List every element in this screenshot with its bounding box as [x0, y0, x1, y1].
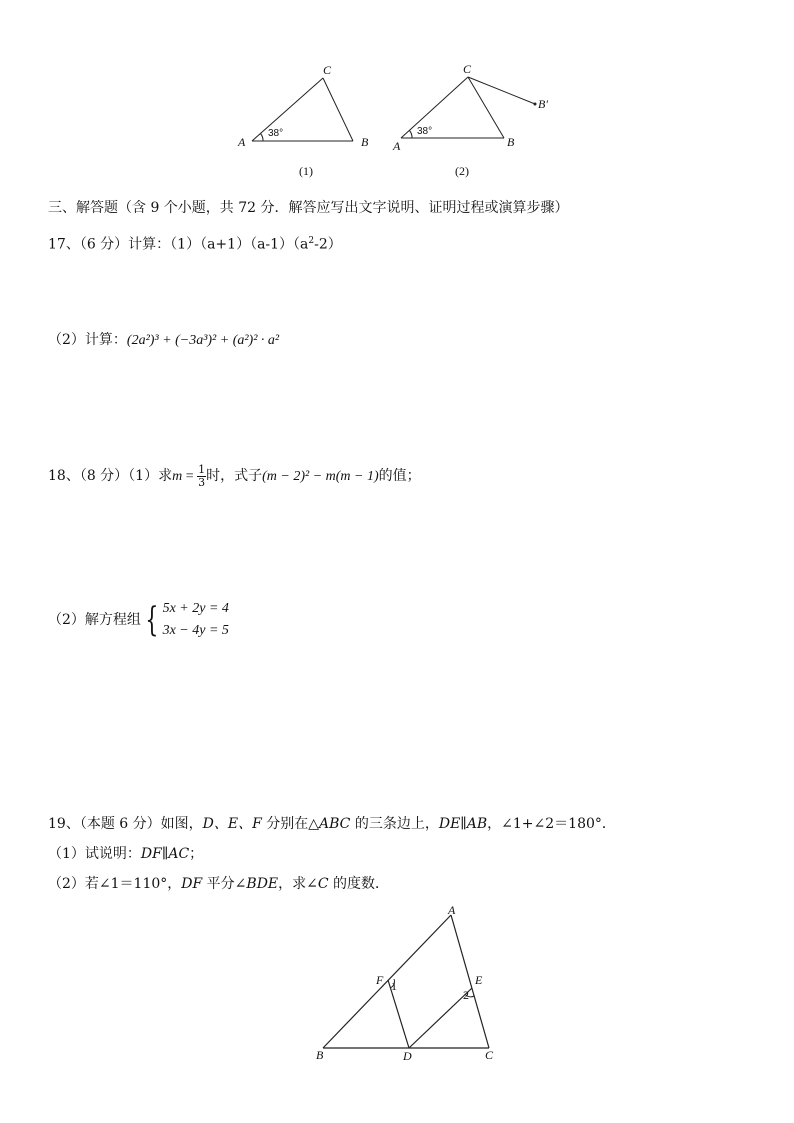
fig2-point-b-prime: B′: [538, 97, 548, 111]
q17-sup: 2: [308, 236, 315, 246]
q17-part2-label: （2）计算：: [48, 332, 127, 348]
q17-part2-expression: (2a²)³ + (−3a³)² + (a²)² · a²: [126, 333, 280, 348]
fig1-caption: (1): [299, 164, 313, 178]
q18-frac-num: 1: [198, 462, 206, 476]
triangle-abc-figure: [0, 900, 794, 1080]
q19-part1-label: （1）试说明：: [48, 846, 141, 862]
q19-part2-label: （2）若∠1＝110°，: [48, 876, 182, 892]
q19-text-b: 分别在: [261, 816, 309, 832]
fig2-point-a: A: [393, 139, 401, 153]
q19-parallel-de-ab: DE∥AB: [438, 816, 488, 832]
question-17-part2: [48, 330, 279, 351]
system-brace: {: [145, 600, 159, 640]
q17-suffix: -2）: [314, 236, 342, 253]
question-17-part1: [48, 231, 342, 255]
fig2-angle-label: 38°: [417, 126, 433, 137]
fig2-point-c: C: [463, 62, 472, 76]
point-b-label: B: [316, 1048, 324, 1062]
fig1-point-c: C: [323, 63, 332, 77]
angle-2-label: 2: [463, 988, 469, 1002]
question-19-line1: [48, 814, 616, 834]
point-d-label: D: [403, 1049, 412, 1063]
point-f-label: F: [376, 973, 384, 987]
section-heading: 三、解答题（含 9 个小题，共 72 分．解答应写出文字说明、证明过程或演算步骤）: [48, 200, 569, 216]
q18-suffix: 的值；: [378, 468, 421, 484]
point-c-label: C: [485, 1048, 494, 1062]
fig1-angle-label: 38°: [268, 128, 284, 139]
q19-part2-text-b: 平分∠: [202, 876, 247, 892]
q18-frac-den: 3: [198, 475, 206, 489]
triangle-figure-2: [392, 62, 548, 178]
q19-part2-text-c: ，求∠: [278, 876, 318, 892]
q18-expression: (m − 2)² − m(m − 1): [262, 469, 379, 484]
q19-part2-end: 的度数．: [328, 876, 390, 892]
q19-text-d: ，∠1+∠2＝180°．: [487, 816, 616, 832]
q19-df: DF: [181, 876, 203, 892]
point-a-label: A: [448, 903, 456, 917]
q19-text-c: 的三条边上，: [350, 816, 439, 832]
fig1-point-b: B: [361, 135, 369, 149]
equation-1: 5x + 2y = 4: [162, 601, 229, 616]
q17-prefix: 17、（6 分）计算：（1）（a+1）（a-1）（a: [48, 236, 309, 253]
point-e-label: E: [475, 973, 483, 987]
q18-mid: 时，式子: [206, 468, 263, 484]
fig2-caption: (2): [455, 164, 469, 178]
q19-bde: BDE: [246, 876, 279, 892]
angle-1-label: 1: [391, 979, 397, 993]
question-18-part1: [48, 463, 421, 490]
q18-var-m: m: [172, 469, 183, 484]
q19-parallel-df-ac: DF∥AC: [140, 846, 190, 862]
q19-text-a: 19、（本题 6 分）如图，: [48, 816, 203, 832]
question-18-part2: [48, 596, 229, 644]
fig1-point-a: A: [238, 135, 246, 149]
question-19-line2: [48, 844, 203, 864]
question-19-line3: [48, 874, 389, 894]
equation-system: [163, 598, 229, 642]
q18-prefix: 18、（8 分）（1）求: [48, 468, 173, 484]
q18-equals: =: [182, 469, 198, 484]
equation-2: 3x − 4y = 5: [162, 623, 229, 638]
q19-part1-end: ；: [189, 846, 204, 862]
q19-c: C: [317, 876, 329, 892]
q19-points-def: D、E、F: [202, 816, 262, 832]
q19-triangle: △ABC: [308, 816, 351, 832]
triangle-figure-1: [237, 63, 369, 178]
q18-part2-label: （2）解方程组: [48, 612, 141, 628]
fig2-point-b: B: [507, 135, 515, 149]
q18-fraction: [197, 464, 206, 489]
top-triangle-figures: [0, 0, 794, 190]
